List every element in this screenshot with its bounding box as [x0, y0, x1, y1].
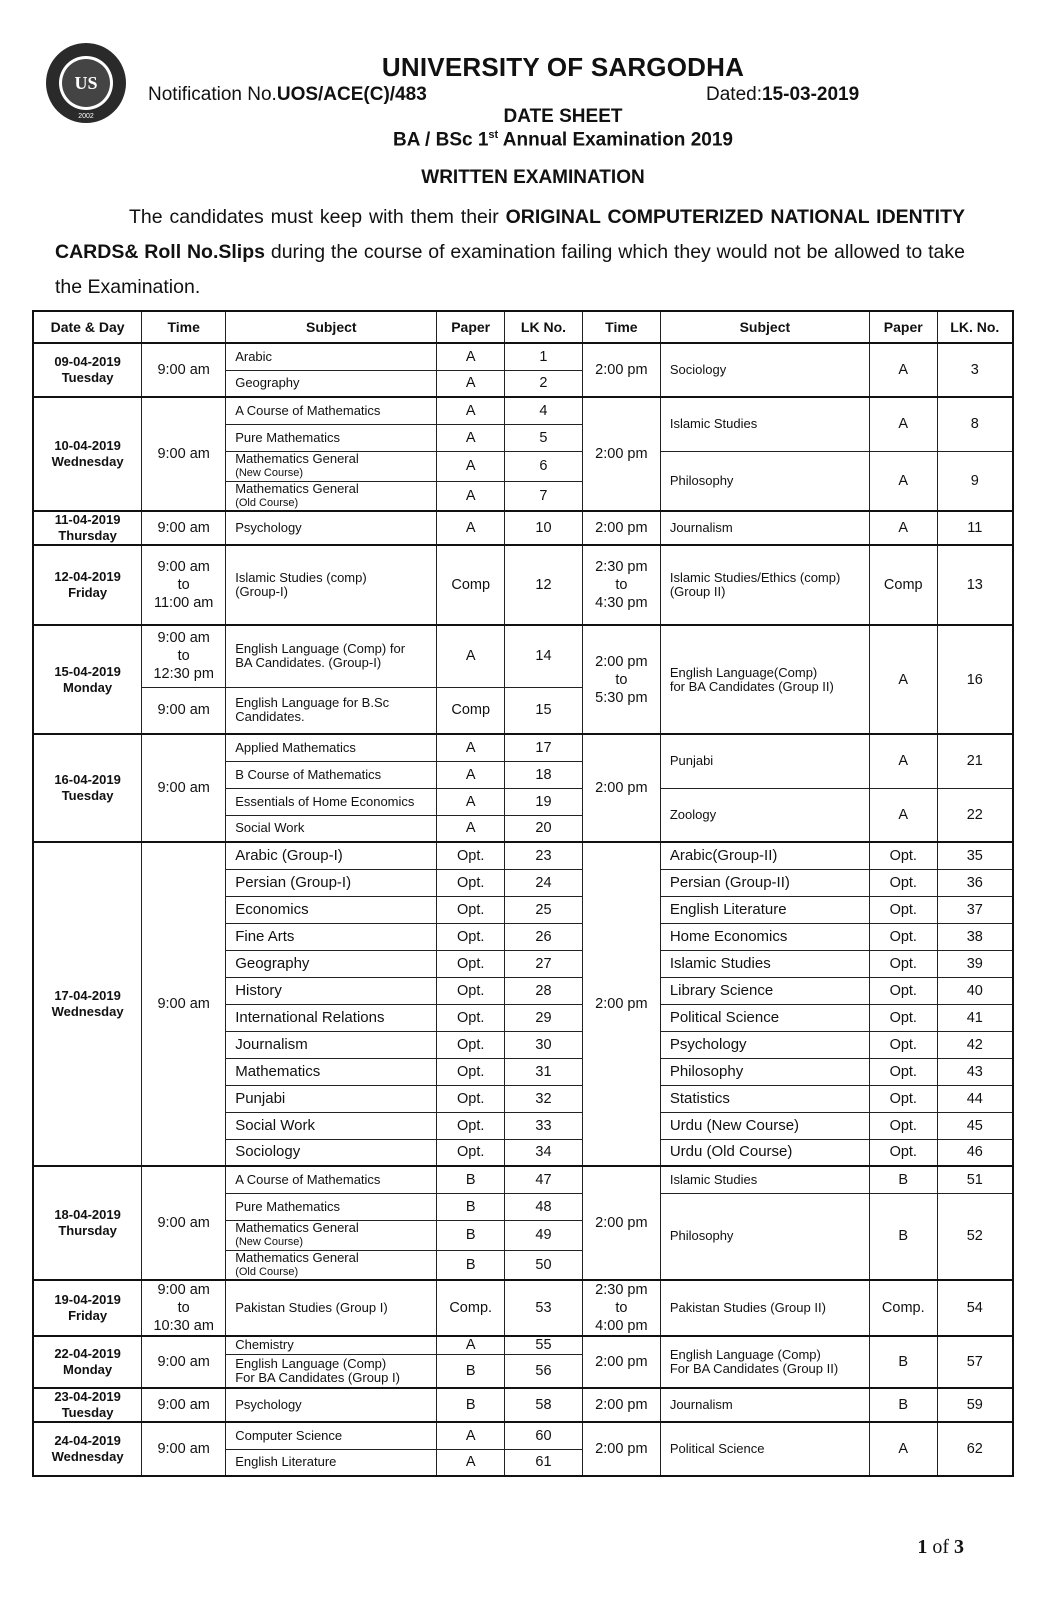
pm-paper-cell: Opt.: [869, 1004, 937, 1031]
am-paper-cell: A: [437, 734, 505, 761]
pm-paper-cell: A: [869, 397, 937, 451]
am-time-cell: 9:00 am: [142, 1422, 226, 1476]
am-lk-cell: 6: [505, 451, 583, 481]
am-paper-cell: Opt.: [437, 1031, 505, 1058]
pm-time-cell: 2:00 pm: [582, 842, 660, 1166]
am-paper-cell: A: [437, 370, 505, 397]
am-paper-cell: B: [437, 1220, 505, 1250]
am-paper-cell: B: [437, 1250, 505, 1280]
pm-lk-cell: 40: [937, 977, 1013, 1004]
am-lk-cell: 20: [505, 815, 583, 842]
date-cell: 16-04-2019 Tuesday: [33, 734, 142, 842]
am-paper-cell: Opt.: [437, 977, 505, 1004]
pm-lk-cell: 42: [937, 1031, 1013, 1058]
am-subject-cell: Pakistan Studies (Group I): [226, 1280, 437, 1336]
am-lk-cell: 5: [505, 424, 583, 451]
am-paper-cell: B: [437, 1166, 505, 1193]
am-paper-cell: A: [437, 625, 505, 687]
written-exam-heading: WRITTEN EXAMINATION: [421, 167, 645, 188]
am-lk-cell: 26: [505, 923, 583, 950]
pm-lk-cell: 13: [937, 545, 1013, 625]
am-subject-cell: Chemistry: [226, 1336, 437, 1354]
pm-lk-cell: 11: [937, 511, 1013, 545]
pm-subject-cell: Urdu (Old Course): [660, 1139, 869, 1166]
column-header: Time: [142, 311, 226, 343]
am-lk-cell: 12: [505, 545, 583, 625]
pm-paper-cell: Opt.: [869, 1112, 937, 1139]
pm-subject-cell: Political Science: [660, 1004, 869, 1031]
am-subject-cell: Persian (Group-I): [226, 869, 437, 896]
am-lk-cell: 23: [505, 842, 583, 869]
pm-paper-cell: Opt.: [869, 869, 937, 896]
pm-subject-cell: Zoology: [660, 788, 869, 842]
am-paper-cell: B: [437, 1193, 505, 1220]
am-paper-cell: A: [437, 424, 505, 451]
university-title: UNIVERSITY OF SARGODHA: [381, 52, 745, 82]
am-lk-cell: 25: [505, 896, 583, 923]
logo-monogram: US: [74, 73, 98, 93]
pm-lk-cell: 51: [937, 1166, 1013, 1193]
pm-subject-cell: Journalism: [660, 511, 869, 545]
am-time-cell: 9:00 am to 11:00 am: [142, 545, 226, 625]
am-lk-cell: 4: [505, 397, 583, 424]
am-time-cell: 9:00 am: [142, 1336, 226, 1388]
date-sheet-heading: DATE SHEET: [503, 106, 623, 127]
am-subject-cell: Geography: [226, 950, 437, 977]
am-lk-cell: 34: [505, 1139, 583, 1166]
am-lk-cell: 61: [505, 1449, 583, 1476]
am-paper-cell: Opt.: [437, 1139, 505, 1166]
pm-time-cell: 2:00 pm: [582, 734, 660, 842]
am-subject-cell: Arabic: [226, 343, 437, 370]
am-lk-cell: 33: [505, 1112, 583, 1139]
am-time-cell: 9:00 am: [142, 511, 226, 545]
notice-paragraph: The candidates must keep with them their ORIGINAL COMPUTERIZED NATIONAL IDENTITY CARDS& Roll No.Slips during the course of examination failing which they would not be allowed to take the Examination.: [55, 206, 965, 298]
am-paper-cell: Opt.: [437, 1058, 505, 1085]
pm-paper-cell: Opt.: [869, 923, 937, 950]
am-paper-cell: A: [437, 511, 505, 545]
am-subject-cell: Mathematics General (Old Course): [226, 1250, 437, 1280]
pm-subject-cell: English Literature: [660, 896, 869, 923]
am-paper-cell: Opt.: [437, 869, 505, 896]
pm-lk-cell: 22: [937, 788, 1013, 842]
am-subject-cell: Punjabi: [226, 1085, 437, 1112]
am-lk-cell: 53: [505, 1280, 583, 1336]
column-header: LK No.: [505, 311, 583, 343]
pm-subject-cell: English Language (Comp) For BA Candidates (Group II): [660, 1336, 869, 1388]
pm-subject-cell: Islamic Studies: [660, 1166, 869, 1193]
am-time-cell: 9:00 am: [142, 343, 226, 397]
am-subject-cell: Islamic Studies (comp) (Group-I): [226, 545, 437, 625]
table-row: [33, 1280, 1013, 1336]
am-subject-cell: International Relations: [226, 1004, 437, 1031]
pm-paper-cell: Comp.: [869, 1280, 937, 1336]
pm-paper-cell: A: [869, 343, 937, 397]
pm-lk-cell: 35: [937, 842, 1013, 869]
am-subject-cell: English Language for B.Sc Candidates.: [226, 687, 437, 734]
pm-lk-cell: 59: [937, 1388, 1013, 1422]
pm-subject-cell: Philosophy: [660, 1193, 869, 1280]
date-cell: 11-04-2019 Thursday: [33, 511, 142, 545]
pm-lk-cell: 52: [937, 1193, 1013, 1280]
am-paper-cell: A: [437, 761, 505, 788]
pm-subject-cell: Political Science: [660, 1422, 869, 1476]
pm-paper-cell: A: [869, 511, 937, 545]
date-cell: 17-04-2019 Wednesday: [33, 842, 142, 1166]
pm-lk-cell: 43: [937, 1058, 1013, 1085]
am-paper-cell: A: [437, 1449, 505, 1476]
pm-paper-cell: A: [869, 625, 937, 734]
am-subject-cell: Psychology: [226, 1388, 437, 1422]
pm-subject-cell: Islamic Studies/Ethics (comp) (Group II): [660, 545, 869, 625]
pm-paper-cell: Opt.: [869, 842, 937, 869]
pm-subject-cell: Islamic Studies: [660, 950, 869, 977]
am-subject-cell: Pure Mathematics: [226, 424, 437, 451]
am-subject-cell: Fine Arts: [226, 923, 437, 950]
pm-time-cell: 2:00 pm: [582, 343, 660, 397]
am-time-cell: 9:00 am: [142, 687, 226, 734]
pm-time-cell: 2:30 pm to 4:00 pm: [582, 1280, 660, 1336]
pm-subject-cell: Philosophy: [660, 1058, 869, 1085]
am-lk-cell: 18: [505, 761, 583, 788]
am-lk-cell: 7: [505, 481, 583, 511]
pm-paper-cell: Opt.: [869, 1058, 937, 1085]
am-subject-cell: B Course of Mathematics: [226, 761, 437, 788]
table-row: [33, 545, 1013, 625]
am-subject-cell: Applied Mathematics: [226, 734, 437, 761]
am-paper-cell: A: [437, 1336, 505, 1354]
am-subject-cell: Mathematics General (Old Course): [226, 481, 437, 511]
table-row: [33, 842, 1013, 869]
am-subject-cell: Social Work: [226, 815, 437, 842]
am-paper-cell: Opt.: [437, 923, 505, 950]
pm-lk-cell: 41: [937, 1004, 1013, 1031]
pm-lk-cell: 54: [937, 1280, 1013, 1336]
column-header: Paper: [437, 311, 505, 343]
pm-paper-cell: B: [869, 1388, 937, 1422]
dated-line: Dated:15-03-2019: [706, 84, 860, 105]
am-lk-cell: 48: [505, 1193, 583, 1220]
am-lk-cell: 56: [505, 1354, 583, 1388]
date-sheet-table: [32, 310, 1014, 1477]
date-cell: 10-04-2019 Wednesday: [33, 397, 142, 511]
am-subject-cell: Mathematics General (New Course): [226, 1220, 437, 1250]
am-subject-cell: Arabic (Group-I): [226, 842, 437, 869]
pm-subject-cell: Islamic Studies: [660, 397, 869, 451]
am-paper-cell: A: [437, 451, 505, 481]
am-paper-cell: Comp: [437, 545, 505, 625]
table-row: [33, 511, 1013, 545]
am-lk-cell: 50: [505, 1250, 583, 1280]
am-paper-cell: A: [437, 1422, 505, 1449]
am-subject-cell: Mathematics General (New Course): [226, 451, 437, 481]
pm-subject-cell: Statistics: [660, 1085, 869, 1112]
pm-subject-cell: Arabic(Group-II): [660, 842, 869, 869]
am-paper-cell: Opt.: [437, 1112, 505, 1139]
am-lk-cell: 14: [505, 625, 583, 687]
notification-line: Notification No.UOS/ACE(C)/483: [148, 84, 427, 105]
pm-subject-cell: English Language(Comp) for BA Candidates (Group II): [660, 625, 869, 734]
pm-time-cell: 2:00 pm to 5:30 pm: [582, 625, 660, 734]
am-paper-cell: Opt.: [437, 896, 505, 923]
am-time-cell: 9:00 am: [142, 842, 226, 1166]
am-subject-cell: Social Work: [226, 1112, 437, 1139]
am-paper-cell: A: [437, 397, 505, 424]
table-row: [33, 625, 1013, 687]
table-row: [33, 343, 1013, 370]
column-header: Date & Day: [33, 311, 142, 343]
am-subject-cell: English Literature: [226, 1449, 437, 1476]
pm-paper-cell: Opt.: [869, 896, 937, 923]
pm-subject-cell: Journalism: [660, 1388, 869, 1422]
table-row: [33, 1388, 1013, 1422]
page-number: 1 of 3: [917, 1536, 964, 1558]
am-lk-cell: 32: [505, 1085, 583, 1112]
exam-heading: BA / BSc 1st Annual Examination 2019: [393, 129, 733, 151]
am-subject-cell: English Language (Comp) for BA Candidates. (Group-I): [226, 625, 437, 687]
am-paper-cell: Opt.: [437, 842, 505, 869]
am-subject-cell: English Language (Comp) For BA Candidates (Group I): [226, 1354, 437, 1388]
am-subject-cell: Journalism: [226, 1031, 437, 1058]
pm-paper-cell: A: [869, 451, 937, 511]
am-paper-cell: A: [437, 481, 505, 511]
date-cell: 15-04-2019 Monday: [33, 625, 142, 734]
am-paper-cell: A: [437, 788, 505, 815]
am-time-cell: 9:00 am: [142, 1388, 226, 1422]
am-subject-cell: Computer Science: [226, 1422, 437, 1449]
am-lk-cell: 2: [505, 370, 583, 397]
am-paper-cell: A: [437, 343, 505, 370]
am-lk-cell: 55: [505, 1336, 583, 1354]
am-lk-cell: 1: [505, 343, 583, 370]
pm-subject-cell: Sociology: [660, 343, 869, 397]
am-lk-cell: 17: [505, 734, 583, 761]
am-paper-cell: Comp: [437, 687, 505, 734]
pm-lk-cell: 21: [937, 734, 1013, 788]
column-header: Subject: [660, 311, 869, 343]
am-subject-cell: A Course of Mathematics: [226, 1166, 437, 1193]
am-subject-cell: Essentials of Home Economics: [226, 788, 437, 815]
pm-time-cell: 2:00 pm: [582, 1422, 660, 1476]
pm-lk-cell: 36: [937, 869, 1013, 896]
table-row: [33, 1166, 1013, 1193]
am-time-cell: 9:00 am: [142, 397, 226, 511]
column-header: Paper: [869, 311, 937, 343]
pm-lk-cell: 62: [937, 1422, 1013, 1476]
am-subject-cell: Sociology: [226, 1139, 437, 1166]
am-paper-cell: Comp.: [437, 1280, 505, 1336]
am-lk-cell: 47: [505, 1166, 583, 1193]
am-lk-cell: 24: [505, 869, 583, 896]
pm-paper-cell: B: [869, 1193, 937, 1280]
pm-paper-cell: B: [869, 1166, 937, 1193]
am-time-cell: 9:00 am: [142, 1166, 226, 1280]
am-subject-cell: History: [226, 977, 437, 1004]
table-row: [33, 734, 1013, 761]
pm-lk-cell: 39: [937, 950, 1013, 977]
pm-paper-cell: Opt.: [869, 977, 937, 1004]
date-cell: 24-04-2019 Wednesday: [33, 1422, 142, 1476]
pm-paper-cell: B: [869, 1336, 937, 1388]
pm-paper-cell: Opt.: [869, 950, 937, 977]
pm-lk-cell: 46: [937, 1139, 1013, 1166]
date-cell: 12-04-2019 Friday: [33, 545, 142, 625]
pm-lk-cell: 38: [937, 923, 1013, 950]
am-lk-cell: 31: [505, 1058, 583, 1085]
logo-year: 2002: [78, 113, 94, 120]
am-paper-cell: B: [437, 1388, 505, 1422]
am-time-cell: 9:00 am to 10:30 am: [142, 1280, 226, 1336]
pm-time-cell: 2:00 pm: [582, 1166, 660, 1280]
date-cell: 19-04-2019 Friday: [33, 1280, 142, 1336]
am-lk-cell: 30: [505, 1031, 583, 1058]
date-cell: 18-04-2019 Thursday: [33, 1166, 142, 1280]
notification-number: UOS/ACE(C)/483: [276, 84, 427, 105]
table-row: [33, 1336, 1013, 1354]
pm-subject-cell: Pakistan Studies (Group II): [660, 1280, 869, 1336]
pm-time-cell: 2:00 pm: [582, 511, 660, 545]
column-header: Time: [582, 311, 660, 343]
am-lk-cell: 19: [505, 788, 583, 815]
pm-subject-cell: Psychology: [660, 1031, 869, 1058]
table-row: [33, 397, 1013, 424]
am-subject-cell: Economics: [226, 896, 437, 923]
date-cell: 23-04-2019 Tuesday: [33, 1388, 142, 1422]
pm-subject-cell: Punjabi: [660, 734, 869, 788]
column-header: LK. No.: [937, 311, 1013, 343]
am-subject-cell: Mathematics: [226, 1058, 437, 1085]
table-row: [33, 1422, 1013, 1449]
pm-subject-cell: Library Science: [660, 977, 869, 1004]
pm-time-cell: 2:30 pm to 4:30 pm: [582, 545, 660, 625]
pm-time-cell: 2:00 pm: [582, 397, 660, 511]
pm-paper-cell: A: [869, 1422, 937, 1476]
pm-time-cell: 2:00 pm: [582, 1388, 660, 1422]
pm-lk-cell: 8: [937, 397, 1013, 451]
pm-paper-cell: Opt.: [869, 1139, 937, 1166]
am-subject-cell: Geography: [226, 370, 437, 397]
am-paper-cell: A: [437, 815, 505, 842]
am-lk-cell: 49: [505, 1220, 583, 1250]
am-subject-cell: Pure Mathematics: [226, 1193, 437, 1220]
pm-lk-cell: 57: [937, 1336, 1013, 1388]
pm-paper-cell: Comp: [869, 545, 937, 625]
am-subject-cell: Psychology: [226, 511, 437, 545]
pm-subject-cell: Philosophy: [660, 451, 869, 511]
pm-lk-cell: 37: [937, 896, 1013, 923]
am-paper-cell: Opt.: [437, 1004, 505, 1031]
am-lk-cell: 10: [505, 511, 583, 545]
pm-lk-cell: 9: [937, 451, 1013, 511]
pm-subject-cell: Persian (Group-II): [660, 869, 869, 896]
pm-subject-cell: Urdu (New Course): [660, 1112, 869, 1139]
am-paper-cell: Opt.: [437, 1085, 505, 1112]
pm-time-cell: 2:00 pm: [582, 1336, 660, 1388]
date-cell: 09-04-2019 Tuesday: [33, 343, 142, 397]
am-paper-cell: B: [437, 1354, 505, 1388]
am-lk-cell: 28: [505, 977, 583, 1004]
pm-paper-cell: A: [869, 734, 937, 788]
dated-value: 15-03-2019: [761, 84, 860, 105]
pm-lk-cell: 45: [937, 1112, 1013, 1139]
am-time-cell: 9:00 am to 12:30 pm: [142, 625, 226, 687]
pm-subject-cell: Home Economics: [660, 923, 869, 950]
am-lk-cell: 58: [505, 1388, 583, 1422]
am-subject-cell: A Course of Mathematics: [226, 397, 437, 424]
pm-paper-cell: Opt.: [869, 1085, 937, 1112]
date-cell: 22-04-2019 Monday: [33, 1336, 142, 1388]
am-lk-cell: 27: [505, 950, 583, 977]
column-header: Subject: [226, 311, 437, 343]
am-lk-cell: 15: [505, 687, 583, 734]
table-header-row: [33, 311, 1013, 343]
pm-paper-cell: Opt.: [869, 1031, 937, 1058]
am-time-cell: 9:00 am: [142, 734, 226, 842]
pm-lk-cell: 44: [937, 1085, 1013, 1112]
pm-lk-cell: 16: [937, 625, 1013, 734]
am-lk-cell: 60: [505, 1422, 583, 1449]
am-paper-cell: Opt.: [437, 950, 505, 977]
pm-lk-cell: 3: [937, 343, 1013, 397]
pm-paper-cell: A: [869, 788, 937, 842]
am-lk-cell: 29: [505, 1004, 583, 1031]
